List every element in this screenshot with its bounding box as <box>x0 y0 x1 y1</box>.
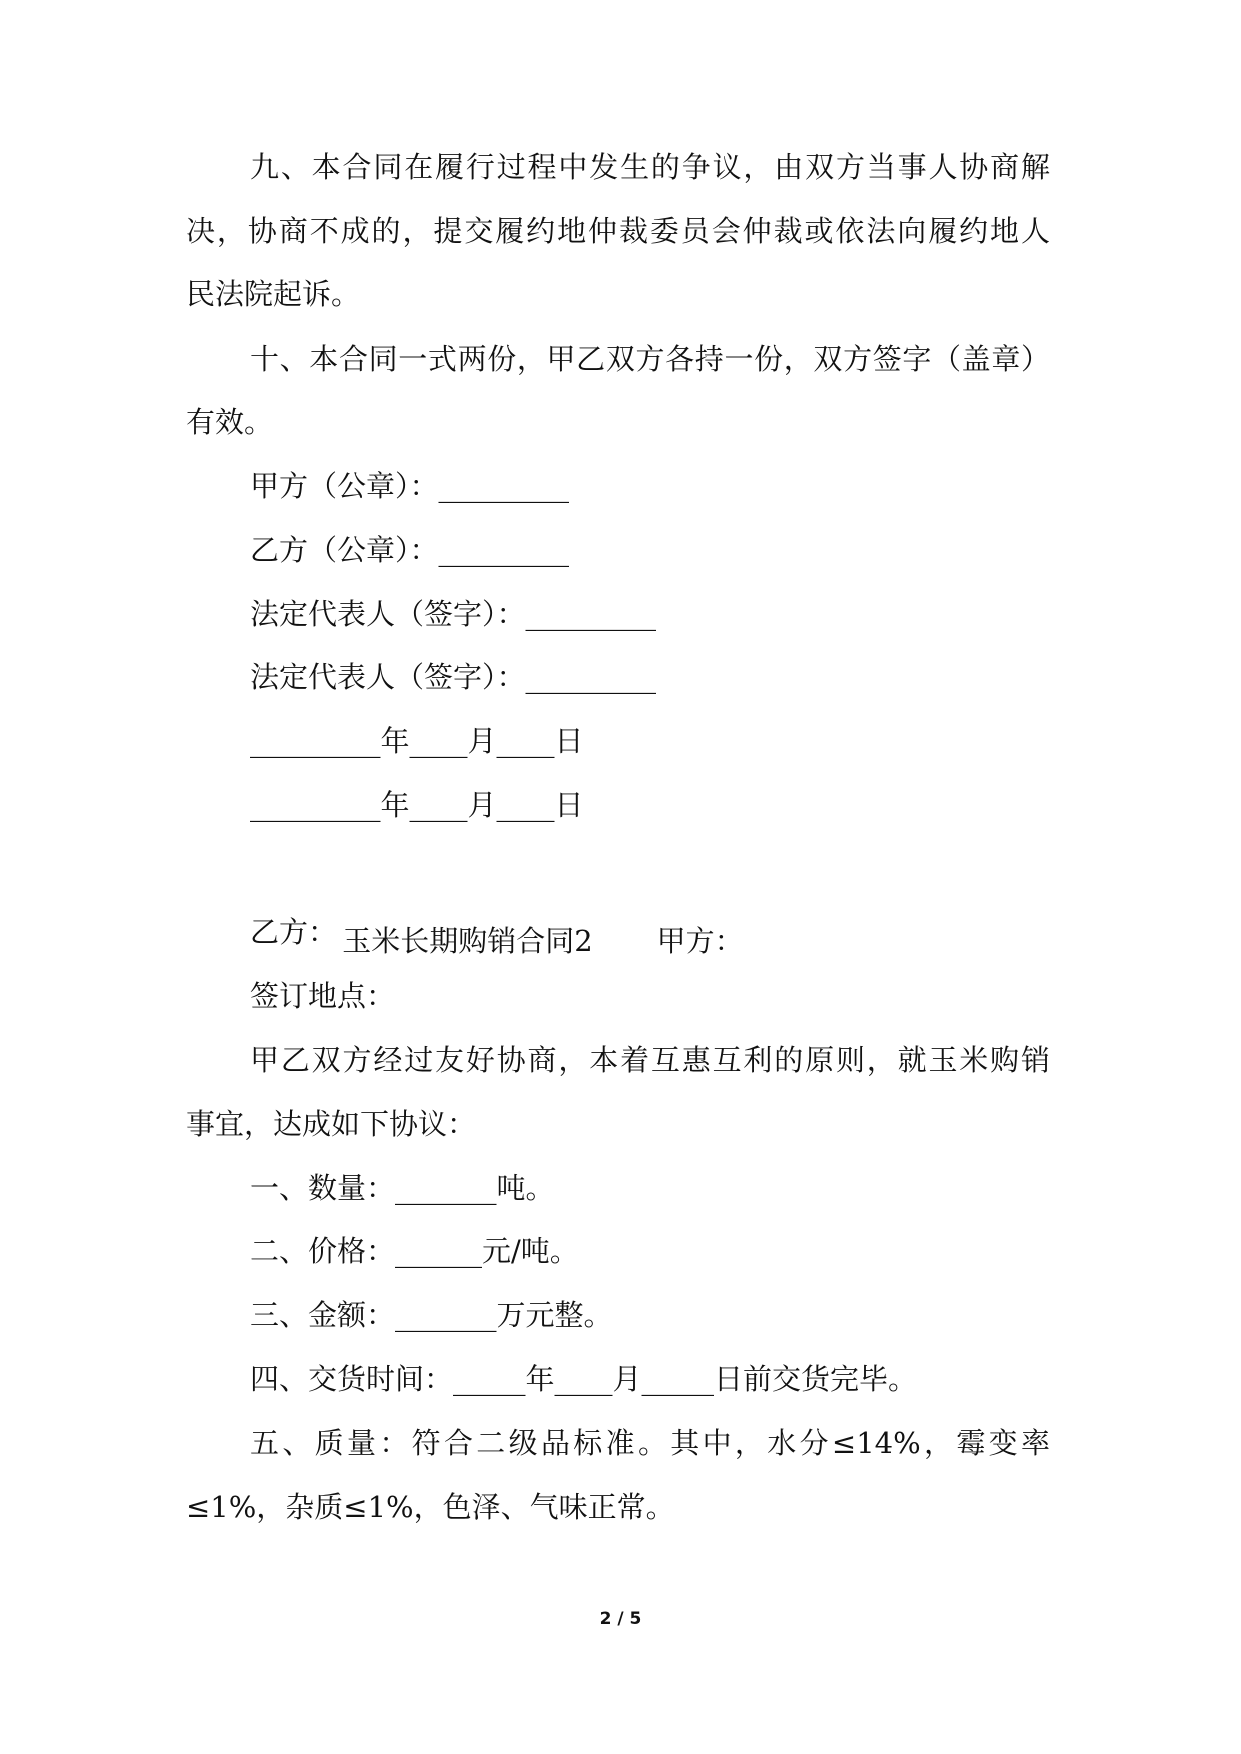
contract2-quality-line-2: ≤1%，杂质≤1%，色泽、气味正常。 <box>186 1490 675 1524</box>
clause-9-line-2: 决，协商不成的，提交履约地仲裁委员会仲裁或依法向履约地人 <box>186 214 1050 248</box>
party-b-seal-line: 乙方（公章）：_________ <box>250 533 570 567</box>
contract2-delivery-time-clause: 四、交货时间：_____年____月_____日前交货完毕。 <box>250 1362 918 1396</box>
date-line-1: _________年____月____日 <box>250 724 584 758</box>
clause-9-line-1: 九、本合同在履行过程中发生的争议，由双方当事人协商解 <box>250 150 1050 184</box>
clause-10-line-2: 有效。 <box>186 405 274 439</box>
page-number: 2 / 5 <box>599 1609 642 1629</box>
date-line-2: _________年____月____日 <box>250 788 584 822</box>
contract2-party-a-label: 甲方： <box>656 924 744 958</box>
contract2-intro-line-1: 甲乙双方经过友好协商，本着互惠互利的原则，就玉米购销 <box>250 1043 1050 1077</box>
contract2-quantity-clause: 一、数量：_______吨。 <box>250 1171 555 1205</box>
clause-9-line-3: 民法院起诉。 <box>186 277 361 311</box>
contract2-quality-line-1: 五、质量：符合二级品标准。其中，水分≤14%，霉变率 <box>250 1426 1050 1460</box>
contract2-price-clause: 二、价格：______元/吨。 <box>250 1234 579 1268</box>
legal-rep-line-2: 法定代表人（签字）：_________ <box>250 660 657 694</box>
contract2-signing-place-label: 签订地点： <box>250 979 396 1013</box>
party-a-seal-line: 甲方（公章）：_________ <box>250 469 570 503</box>
contract2-amount-clause: 三、金额：_______万元整。 <box>250 1298 613 1332</box>
contract2-title: 玉米长期购销合同2 <box>342 924 593 958</box>
contract2-intro-line-2: 事宜，达成如下协议： <box>186 1107 477 1141</box>
legal-rep-line-1: 法定代表人（签字）：_________ <box>250 597 657 631</box>
contract2-party-b-label: 乙方： <box>250 915 338 949</box>
clause-10-line-1: 十、本合同一式两份，甲乙双方各持一份，双方签字（盖章） <box>250 342 1050 376</box>
